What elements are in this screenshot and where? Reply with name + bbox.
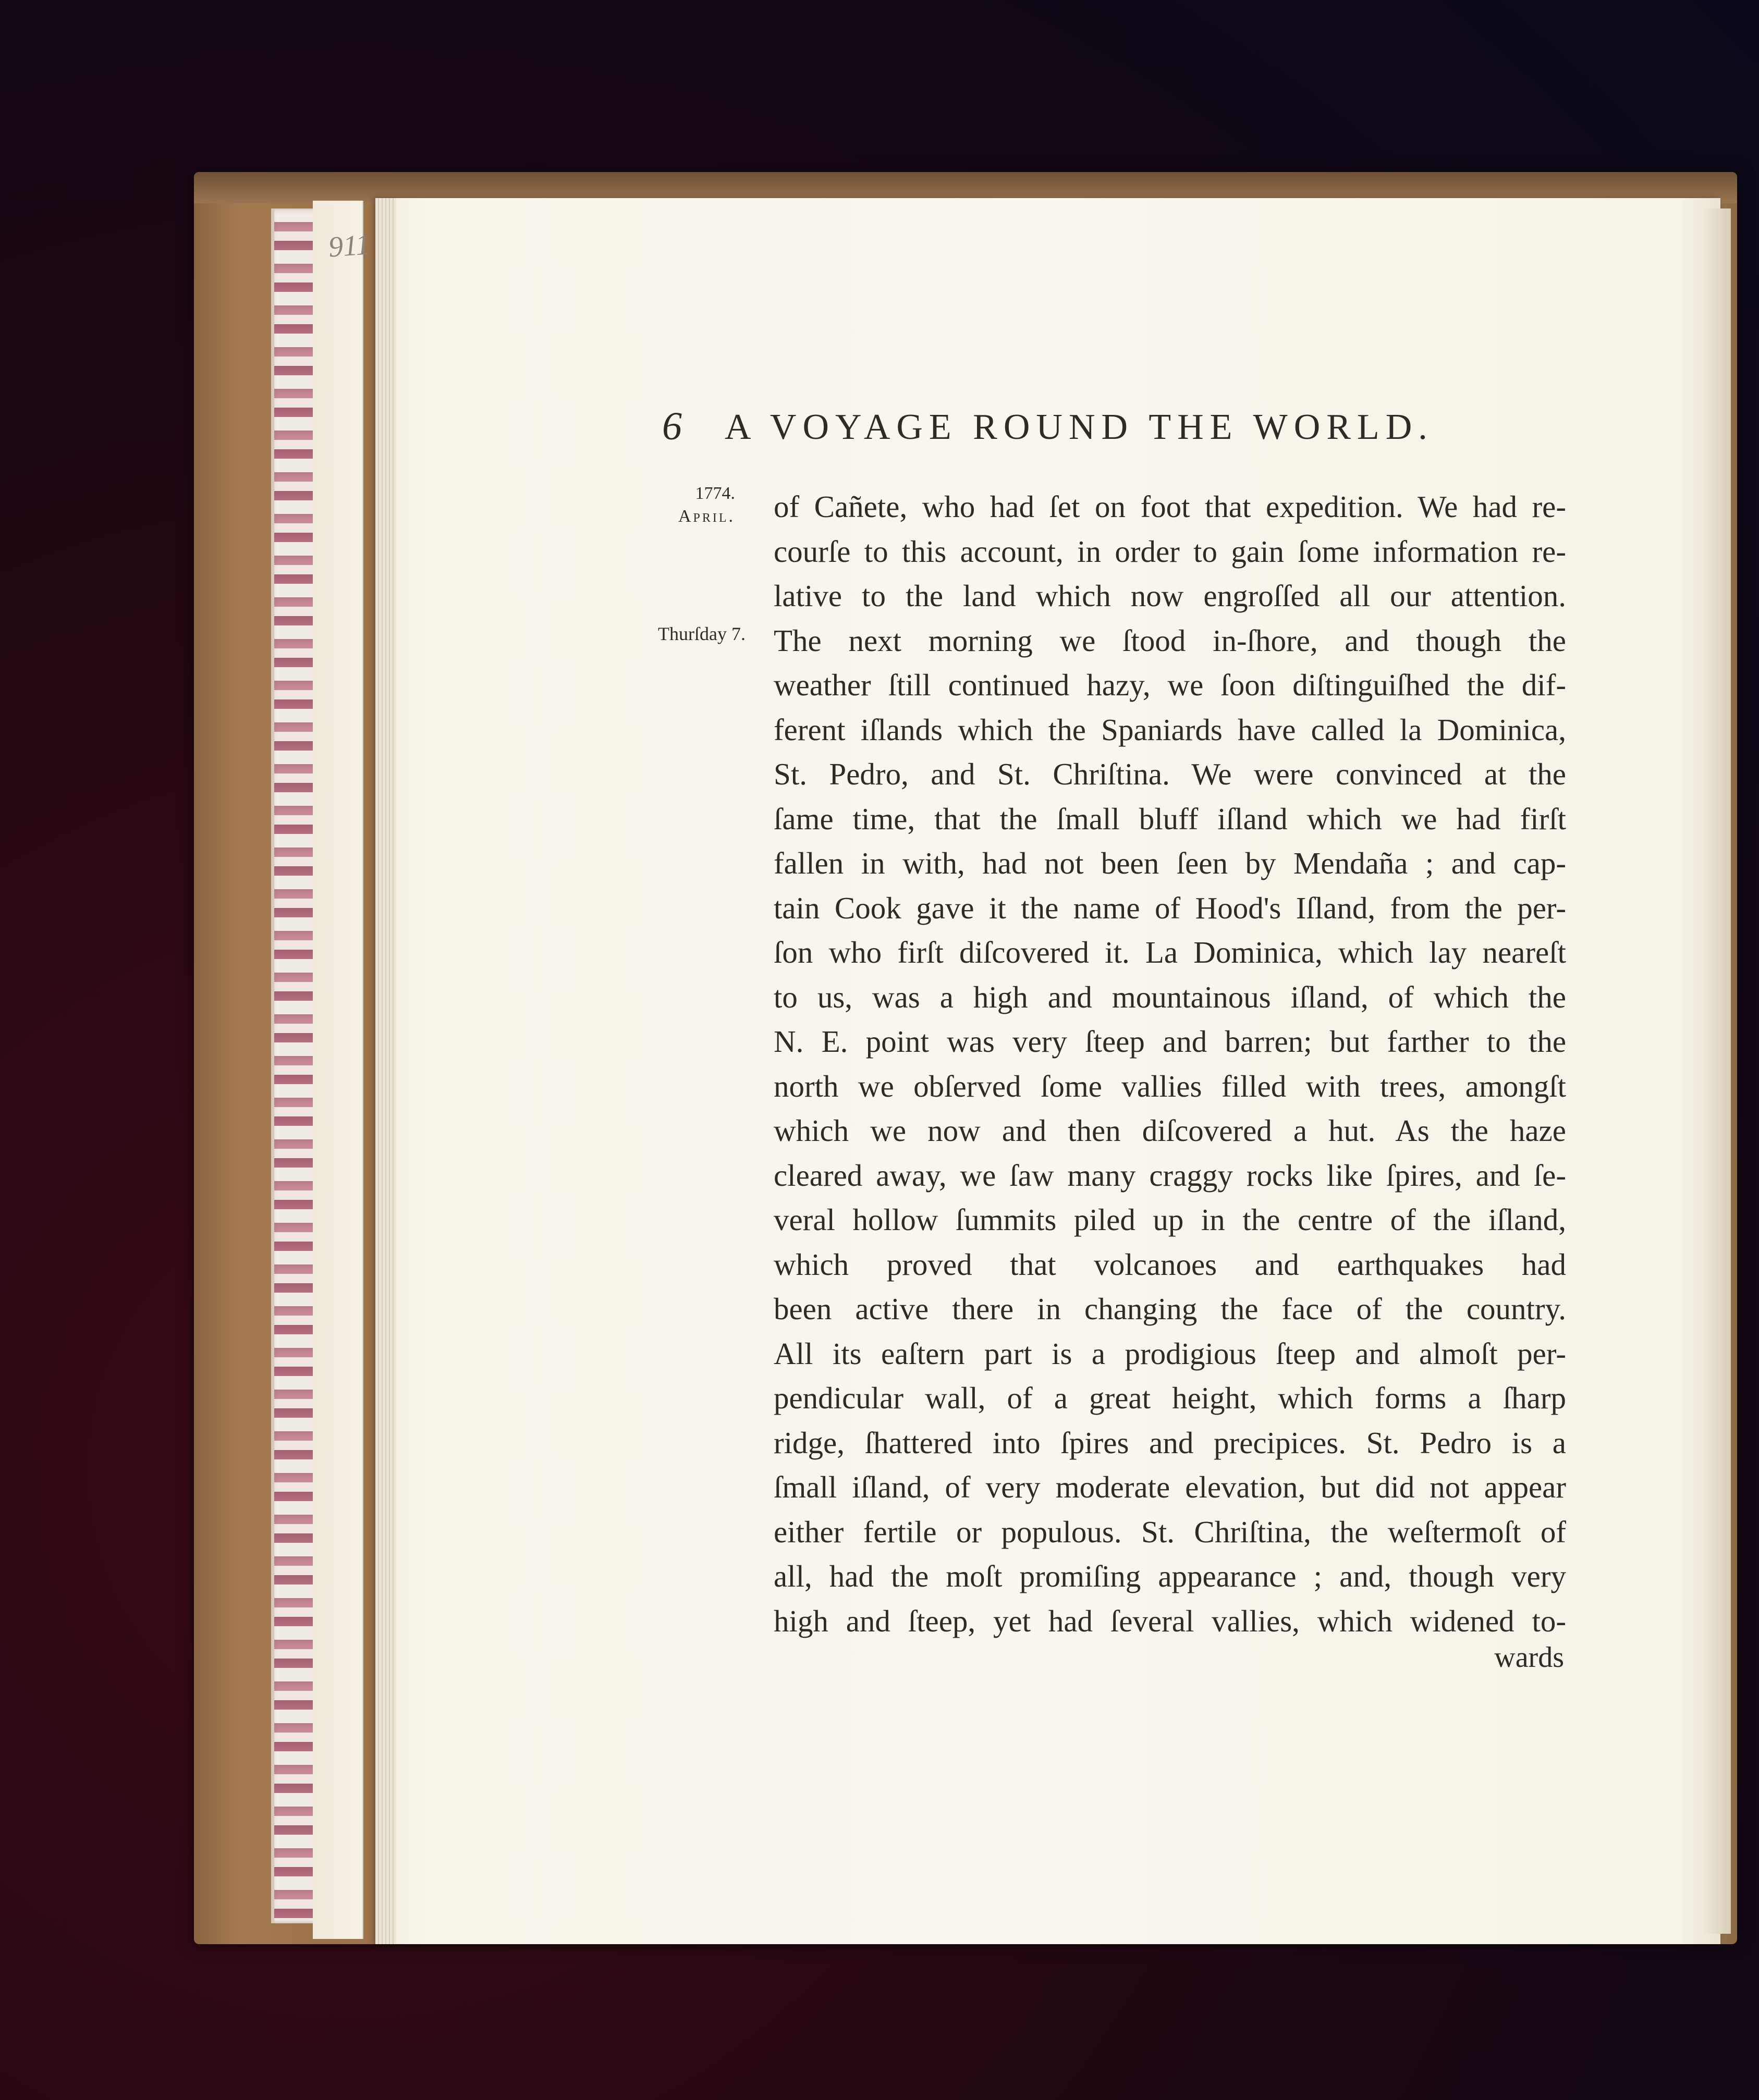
text-line: fallen in with, had not been ſeen by Mendaña ; and cap-	[774, 846, 1566, 880]
running-head-title: A VOYAGE ROUND THE WORLD.	[725, 407, 1434, 447]
text-line: high and ſteep, yet had ſeveral vallies, which widened to-	[774, 1603, 1566, 1638]
text-line: lative to the land which now engroſſed all our attention.	[774, 579, 1566, 613]
page-stack-edges	[375, 198, 396, 1944]
flyleaf	[313, 201, 363, 1939]
text-line: to us, was a high and mountainous iſland, of which the	[774, 979, 1566, 1014]
text-line: weather ſtill continued hazy, we ſoon diſtinguiſhed the dif-	[774, 668, 1566, 702]
text-line: St. Pedro, and St. Chriſtina. We were convinced at the	[774, 757, 1566, 791]
margin-month: April.	[678, 507, 735, 526]
flyleaf-pencil-mark: 911	[327, 228, 371, 264]
text-line: courſe to this account, in order to gain ſome information re-	[774, 534, 1566, 569]
text-line: ferent iſlands which the Spaniards have called la Dominica,	[774, 712, 1566, 747]
text-line: ridge, ſhattered into ſpires and precipices. St. Pedro is a	[774, 1425, 1566, 1460]
text-line: N. E. point was very ſteep and barren; but farther to the	[774, 1024, 1566, 1059]
page-right-edge	[1705, 208, 1731, 1934]
text-line: pendicular wall, of a great height, which forms a ſharp	[774, 1381, 1566, 1415]
text-line: cleared away, we ſaw many craggy rocks like ſpires, and ſe-	[774, 1158, 1566, 1193]
text-line: all, had the moſt promiſing appearance ; and, though very	[774, 1559, 1566, 1593]
text-line: of Cañete, who had ſet on foot that expedition. We had re-	[774, 489, 1566, 524]
text-line: ſon who firſt diſcovered it. La Dominica, which lay neareſt	[774, 935, 1566, 969]
text-line: tain Cook gave it the name of Hood's Iſland, from the per-	[774, 890, 1566, 925]
running-head	[662, 407, 1590, 448]
text-line: The next morning we ſtood in-ſhore, and though the	[774, 623, 1566, 658]
margin-day: Thurſday 7.	[658, 623, 746, 644]
text-line: been active there in changing the face of the country.	[774, 1292, 1566, 1326]
text-line: either fertile or populous. St. Chriſtina, the weſtermoſt of	[774, 1514, 1566, 1549]
text-line: veral hollow ſummits piled up in the centre of the iſland,	[774, 1202, 1566, 1237]
body-text	[774, 485, 1566, 1643]
text-line: which we now and then diſcovered a hut. As the haze	[774, 1113, 1566, 1148]
text-line: All its eaſtern part is a prodigious ſteep and almoſt per-	[774, 1336, 1566, 1371]
text-line: which proved that volcanoes and earthquakes had	[774, 1247, 1566, 1282]
margin-year: 1774.	[695, 484, 735, 503]
catchword: wards	[1494, 1641, 1564, 1674]
text-line: north we obſerved ſome vallies filled with trees, amongſt	[774, 1069, 1566, 1103]
text-line: ſame time, that the ſmall bluff iſland which we had firſt	[774, 801, 1566, 836]
page-number: 6	[662, 404, 682, 448]
text-line: ſmall iſland, of very moderate elevation, but did not appear	[774, 1470, 1566, 1504]
